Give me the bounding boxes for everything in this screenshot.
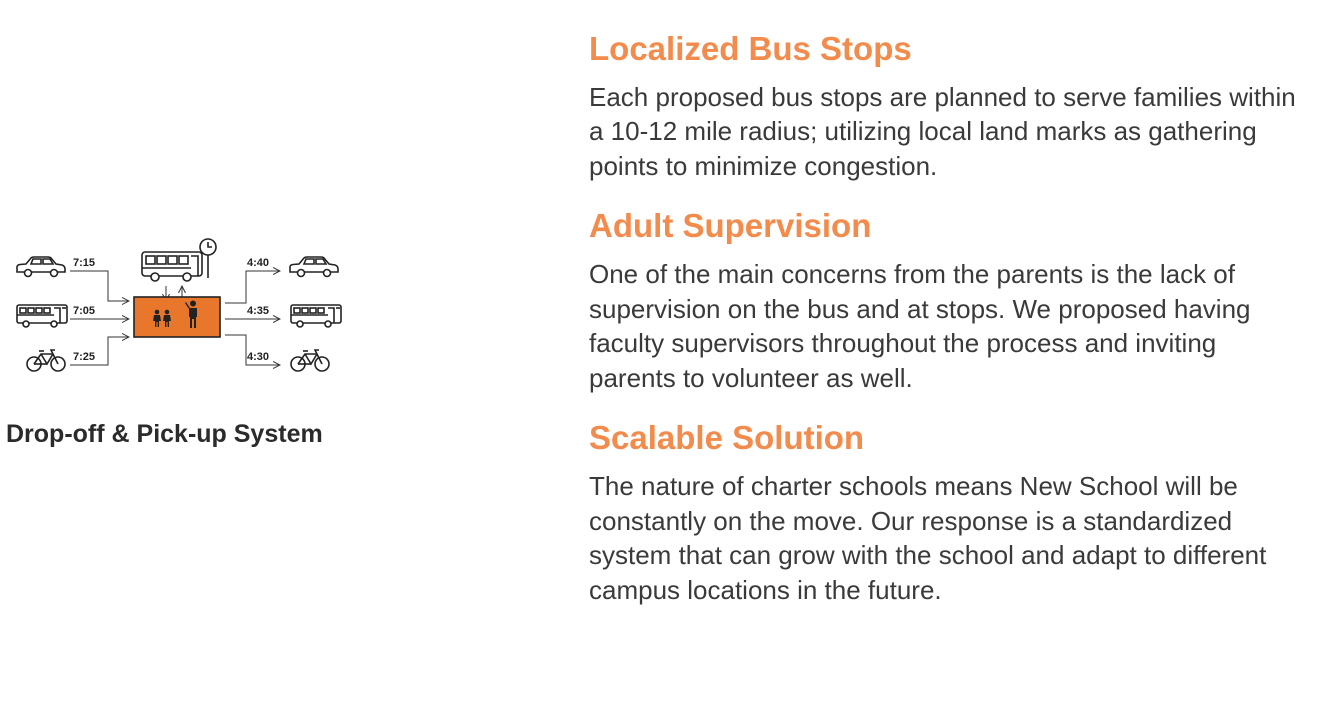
section-adult-supervision — [589, 207, 1309, 395]
section-localized-bus-stops — [589, 30, 1309, 183]
school-bus-icon — [142, 252, 202, 281]
section-body: One of the main concerns from the parents is the lack of supervision on the bus and at stops. We proposed having faculty supervisors throughout the process and inviting parents to volunteer as well. — [589, 259, 1251, 393]
pickup-time-car: 4:40 — [247, 257, 270, 269]
pickup-time-bus: 4:35 — [247, 305, 270, 317]
dropoff-arrow-car — [70, 271, 129, 301]
section-title: Localized Bus Stops — [589, 30, 912, 67]
section-title: Adult Supervision — [589, 207, 872, 245]
section-body: Each proposed bus stops are planned to serve families within a 10-12 mile radius; utilizing local land marks as gathering points to minimize congestion. — [589, 81, 1296, 181]
pickup-arrow-car — [225, 271, 280, 303]
bus-icon — [291, 305, 341, 327]
section-scalable-solution — [589, 419, 1309, 607]
content-column — [589, 30, 1309, 631]
diagram-caption: Drop-off & Pick-up System — [6, 420, 323, 448]
school-box — [134, 297, 220, 337]
section-body: The nature of charter schools means New School will be constantly on the move. Our response is a standardized system that can grow with the school and adapt to different campus locations in the future. — [589, 471, 1267, 605]
dropoff-time-bike: 7:25 — [73, 351, 96, 363]
car-icon — [290, 257, 338, 277]
dropoff-pickup-diagram — [10, 238, 350, 383]
bike-icon — [291, 350, 329, 371]
bus-icon — [17, 305, 67, 327]
pickup-time-bike: 4:30 — [247, 351, 270, 363]
bike-icon — [27, 350, 65, 371]
dropoff-time-car: 7:15 — [73, 257, 96, 269]
section-title: Scalable Solution — [589, 419, 865, 457]
dropoff-time-bus: 7:05 — [73, 305, 96, 317]
car-icon — [17, 257, 65, 277]
